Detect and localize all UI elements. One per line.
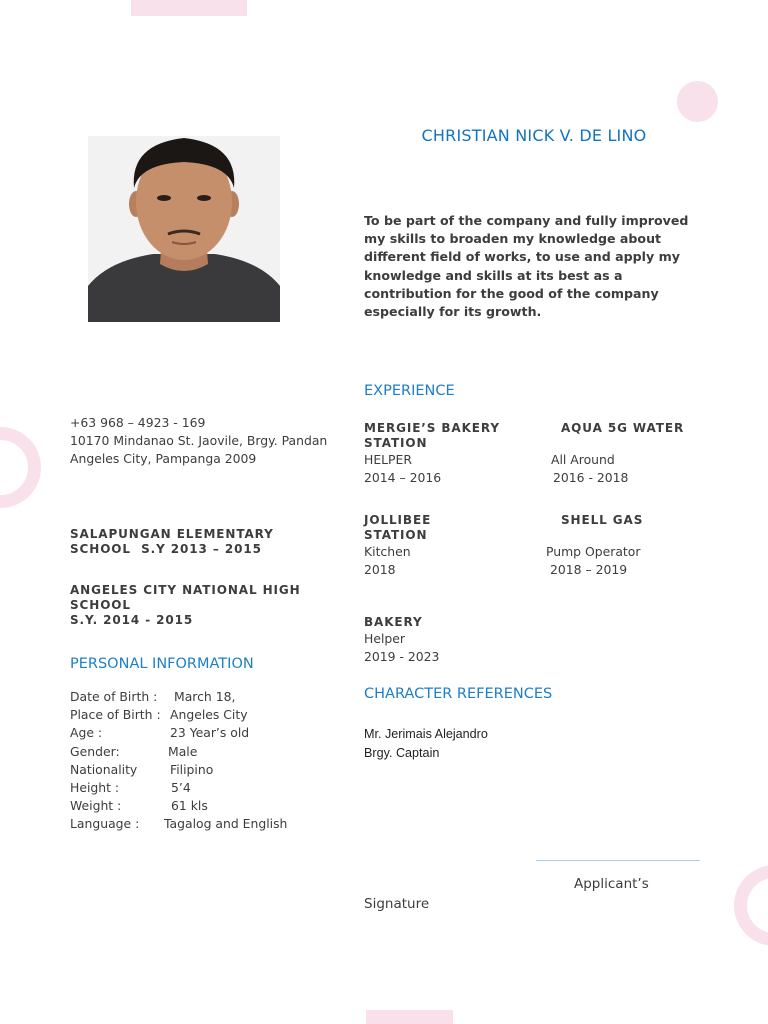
job-role: Helper	[364, 631, 405, 646]
job-company: MERGIE’S BAKERY	[364, 421, 500, 435]
dob-value: March 18,	[174, 689, 236, 704]
weight-label: Weight :	[70, 798, 122, 814]
character-reference	[364, 725, 488, 762]
education-highschool	[70, 583, 340, 628]
education-school-year: SCHOOL S.Y 2013 – 2015	[70, 542, 262, 556]
profile-photo	[88, 136, 280, 322]
education-elementary	[70, 527, 340, 557]
job-years: 2018 – 2019	[550, 562, 628, 578]
decor-ring-right	[734, 865, 768, 946]
reference-position: Brgy. Captain	[364, 745, 440, 760]
job-role: Pump Operator	[546, 544, 641, 559]
job-role: All Around	[551, 452, 615, 467]
experience-item	[364, 421, 500, 487]
language-label: Language :	[70, 816, 140, 832]
job-role: HELPER	[364, 452, 412, 467]
job-company-cont: STATION	[364, 528, 428, 542]
signature-label-applicant: Applicant’s	[574, 876, 649, 892]
decor-ring-left	[0, 427, 41, 508]
personal-info-row	[70, 779, 350, 797]
job-role: Kitchen	[364, 544, 411, 559]
experience-item	[551, 421, 684, 487]
nationality-label: Nationality	[70, 761, 138, 777]
language-value: Tagalog and English	[164, 816, 288, 832]
experience-item	[364, 615, 439, 666]
personal-info-row	[70, 761, 350, 779]
job-company-cont: STATION	[364, 436, 428, 450]
job-years: 2018	[364, 562, 396, 578]
job-company: AQUA 5G WATER	[561, 421, 685, 435]
experience-item	[364, 513, 431, 579]
job-years: 2016 - 2018	[553, 470, 629, 486]
education-school-year: S.Y. 2014 - 2015	[70, 613, 194, 627]
decor-circle-top-right	[677, 81, 718, 122]
applicant-name: CHRISTIAN NICK V. DE LINO	[421, 126, 647, 145]
height-value: 5’4	[171, 779, 191, 795]
address-line-2: Angeles City, Pampanga 2009	[70, 451, 257, 467]
gender-label: Gender:	[70, 743, 120, 759]
signature-line	[536, 860, 700, 861]
dob-label: Date of Birth :	[70, 689, 158, 704]
profile-photo-image	[88, 136, 280, 322]
bottom-decor-bar	[366, 1010, 453, 1024]
education-school-name-cont: SCHOOL	[70, 598, 131, 612]
job-years: 2014 – 2016	[364, 470, 442, 486]
gender-value: Male	[168, 743, 198, 759]
personal-info-row	[70, 797, 350, 815]
phone-number: +63 968 – 4923 - 169	[70, 415, 206, 430]
personal-info-row	[70, 815, 350, 833]
reference-name: Mr. Jerimais Alejandro	[364, 727, 488, 741]
personal-info-title: PERSONAL INFORMATION	[70, 656, 254, 672]
job-company: JOLLIBEE	[364, 513, 432, 527]
character-references-title: CHARACTER REFERENCES	[364, 686, 553, 702]
signature-label-signature: Signature	[364, 896, 430, 912]
career-objective: To be part of the company and fully improved my skills to broaden my knowledge about different field of works, to use and apply my knowledge and skills at its best as a contribution for the good of the company especially for its growth.	[364, 213, 689, 320]
contact-info	[70, 414, 350, 469]
nationality-value: Filipino	[170, 761, 214, 777]
education-school-name: SALAPUNGAN ELEMENTARY	[70, 527, 274, 541]
age-label: Age :	[70, 725, 103, 741]
job-years: 2019 - 2023	[364, 649, 440, 665]
job-company: BAKERY	[364, 615, 423, 629]
pob-value: Angeles City	[170, 707, 248, 723]
pob-label: Place of Birth :	[70, 707, 161, 723]
personal-info-list	[70, 688, 350, 834]
education-school-name: ANGELES CITY NATIONAL HIGH	[70, 583, 301, 597]
personal-info-row	[70, 688, 350, 706]
weight-value: 61 kls	[171, 798, 208, 814]
job-company: SHELL GAS	[561, 513, 644, 527]
personal-info-row	[70, 743, 350, 761]
experience-item	[546, 513, 643, 579]
experience-title: EXPERIENCE	[364, 383, 455, 399]
height-label: Height :	[70, 779, 120, 795]
top-decor-bar	[131, 0, 247, 16]
personal-info-row	[70, 724, 350, 742]
personal-info-row	[70, 706, 350, 724]
age-value: 23 Year’s old	[170, 725, 250, 741]
address-line-1: 10170 Mindanao St. Jaovile, Brgy. Pandan	[70, 433, 328, 449]
